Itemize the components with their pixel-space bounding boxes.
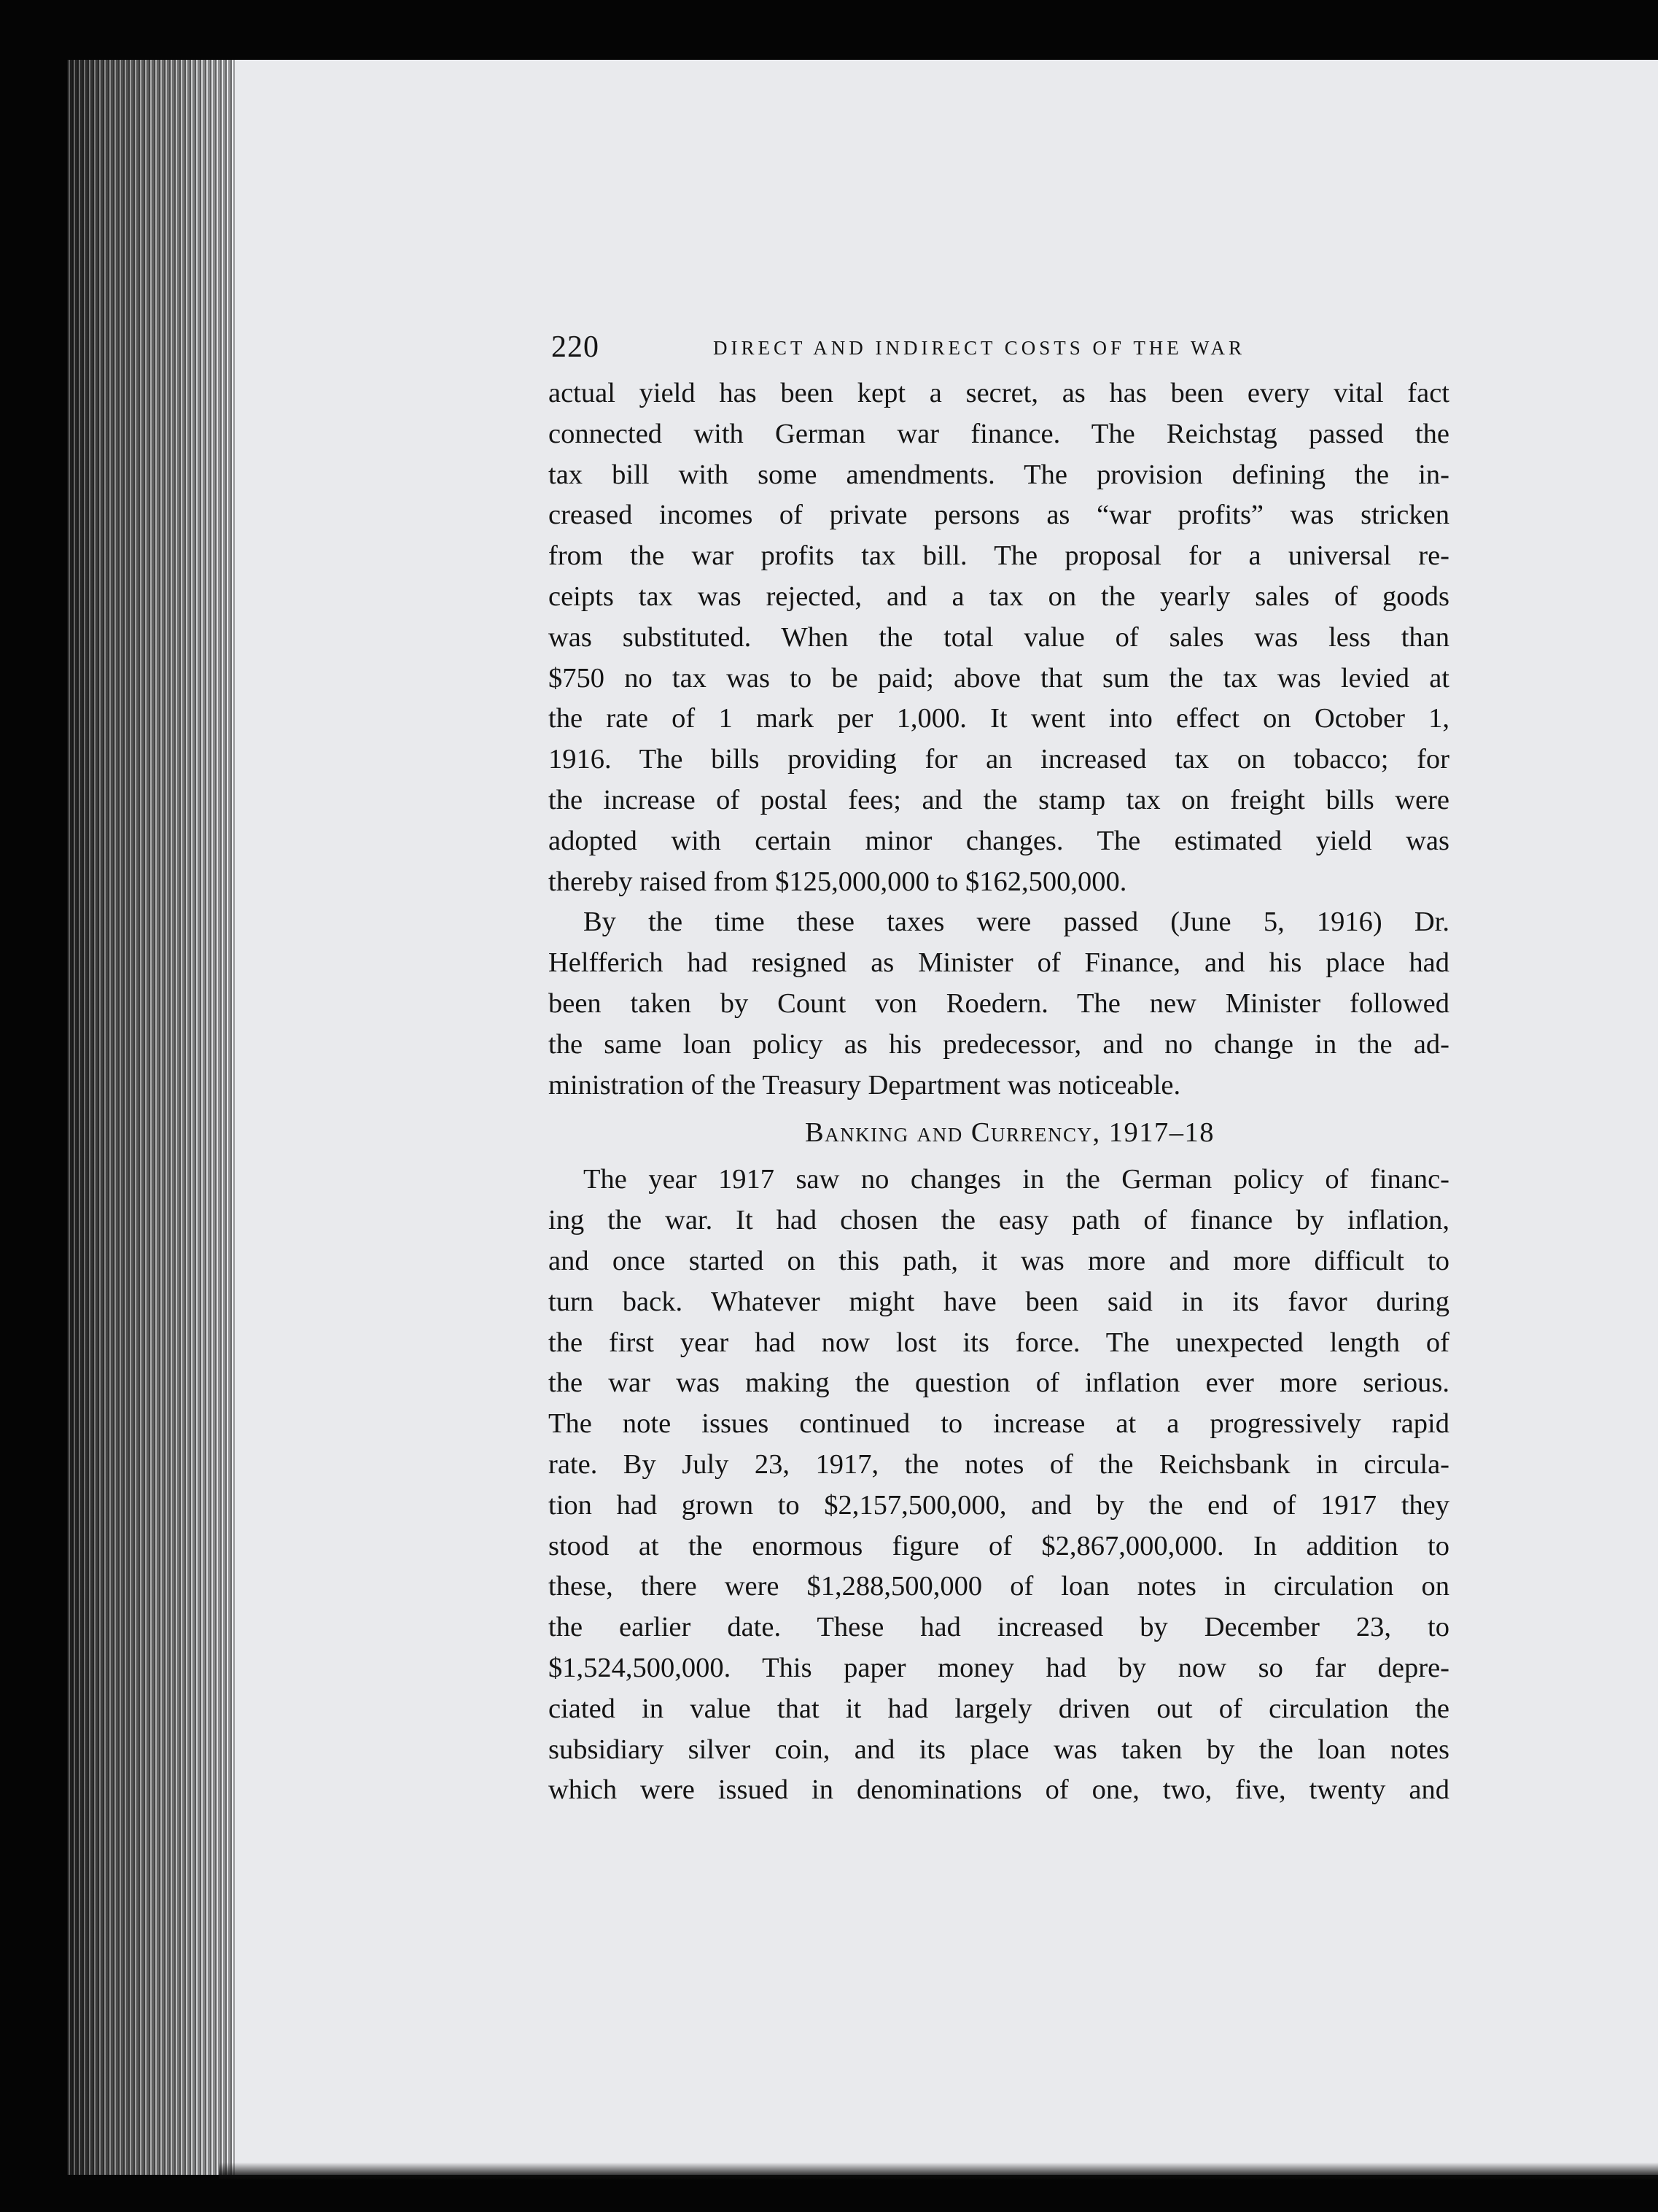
bottom-edge-shadow [219, 2162, 1658, 2180]
running-head [548, 330, 1449, 373]
text-line: thereby raised from $125,000,000 to $162,500,000. [548, 866, 1127, 897]
text-line: ministration of the Treasury Department was noticeable. [548, 1069, 1181, 1101]
text-line: ciated in value that it had largely driven out of circulation the [548, 1693, 1449, 1724]
text-line: The year 1917 saw no changes in the German policy of financ- [583, 1164, 1449, 1195]
book-gutter-edge [67, 60, 235, 2175]
text-line: which were issued in denominations of one, two, five, twenty and [548, 1774, 1449, 1806]
text-line: creased incomes of private persons as “war profits” was stricken [548, 500, 1449, 531]
text-line: $1,524,500,000. This paper money had by now so far depre- [548, 1652, 1449, 1683]
text-line: actual yield has been kept a secret, as has been every vital fact [548, 378, 1449, 408]
text-line: tion had grown to $2,157,500,000, and by the end of 1917 they [548, 1489, 1449, 1521]
text-line: ceipts tax was rejected, and a tax on the yearly sales of goods [548, 581, 1449, 612]
text-line: the increase of postal fees; and the stamp tax on freight bills were [548, 784, 1449, 815]
text-line: By the time these taxes were passed (June 5, 1916) Dr. [583, 907, 1449, 938]
text-line: Helfferich had resigned as Minister of Finance, and his place had [548, 947, 1449, 979]
text-line: stood at the enormous figure of $2,867,000,000. In addition to [548, 1530, 1449, 1561]
paragraph-2 [548, 902, 1449, 1106]
text-line: adopted with certain minor changes. The estimated yield was [548, 825, 1449, 856]
text-line: connected with German war finance. The Reichstag passed the [548, 418, 1449, 449]
text-line: $750 no tax was to be paid; above that sum the tax was levied at [548, 662, 1449, 694]
paragraph-1 [548, 373, 1449, 902]
text-line: and once started on this path, it was more and more difficult to [548, 1245, 1449, 1276]
text-line: been taken by Count von Roedern. The new Minister followed [548, 987, 1449, 1019]
text-line: was substituted. When the total value of sales was less than [548, 621, 1449, 653]
text-block [548, 330, 1449, 1811]
text-line: the first year had now lost its force. The unexpected length of [548, 1327, 1449, 1358]
text-line: tax bill with some amendments. The provision defining the in- [548, 459, 1449, 490]
text-line: rate. By July 23, 1917, the notes of the Reichsbank in circula- [548, 1448, 1449, 1480]
text-line: subsidiary silver coin, and its place was taken by the loan notes [548, 1734, 1449, 1765]
text-line: from the war profits tax bill. The proposal for a universal re- [548, 540, 1449, 572]
page-number: 220 [551, 330, 599, 364]
text-line: the same loan policy as his predecessor, and no change in the ad- [548, 1028, 1449, 1060]
text-line: turn back. Whatever might have been said in its favor during [548, 1286, 1449, 1317]
text-line: the war was making the question of inflation ever more serious. [548, 1367, 1449, 1399]
paragraph-3 [548, 1160, 1449, 1811]
text-line: these, there were $1,288,500,000 of loan notes in circulation on [548, 1571, 1449, 1602]
text-line: The note issues continued to increase at a progressively rapid [548, 1408, 1449, 1440]
text-line: ing the war. It had chosen the easy path of finance by inflation, [548, 1205, 1449, 1236]
text-line: the rate of 1 mark per 1,000. It went into effect on October 1, [548, 703, 1449, 734]
text-line: the earlier date. These had increased by December 23, to [548, 1612, 1449, 1643]
text-line: 1916. The bills providing for an increased tax on tobacco; for [548, 744, 1449, 775]
running-title: DIRECT AND INDIRECT COSTS OF THE WAR [713, 337, 1246, 359]
section-heading: Banking and Currency, 1917–18 [804, 1117, 1215, 1149]
